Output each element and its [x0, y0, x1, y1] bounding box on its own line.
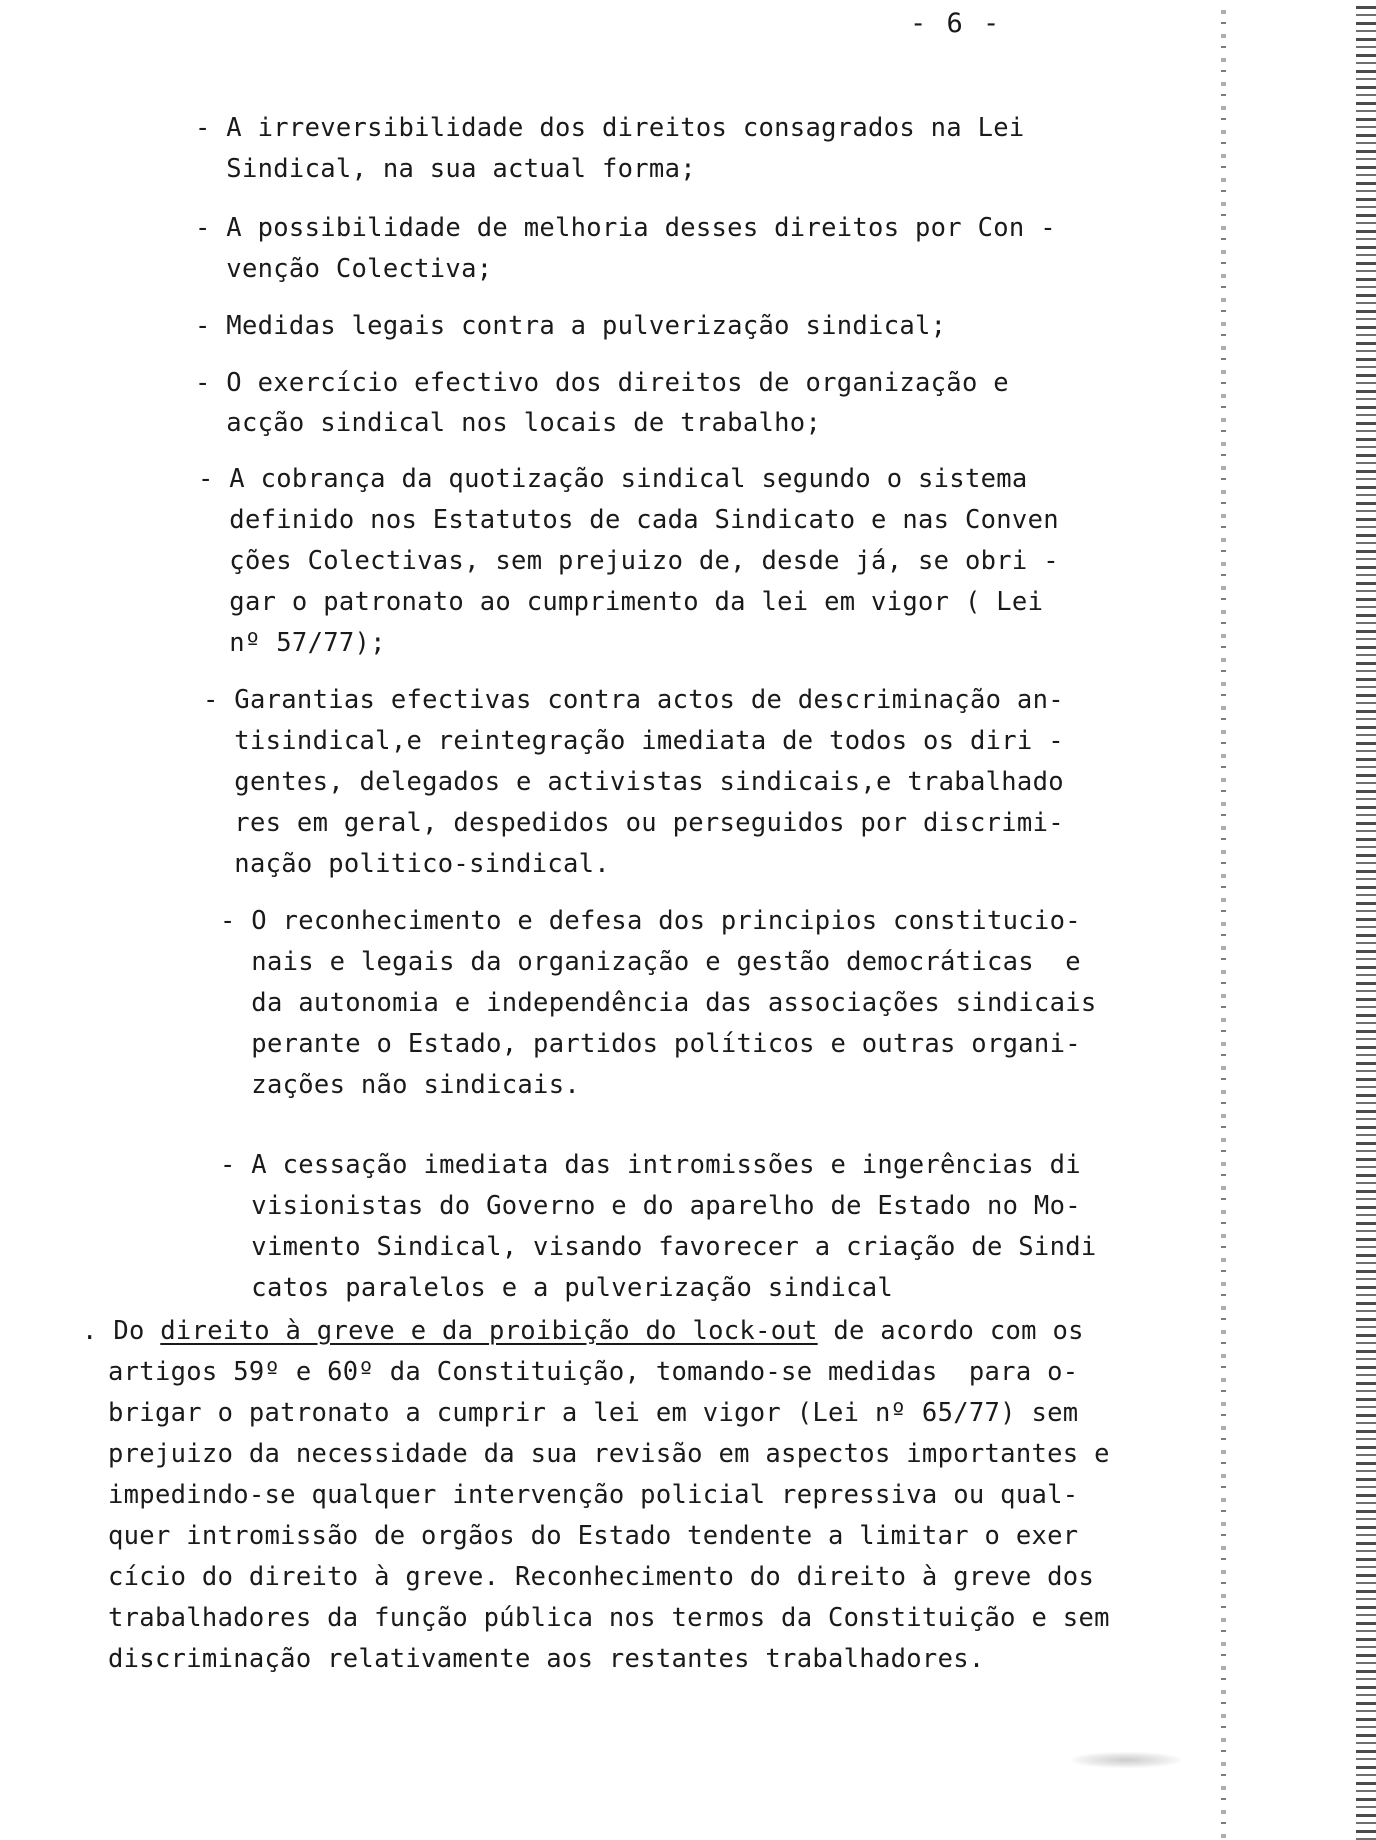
strike-first-rest: de acordo com os — [817, 1316, 1084, 1346]
item-2-line-2: venção Colectiva; — [195, 254, 493, 284]
strike-paragraph-line-7: cício do direito à greve. Reconhecimento do direito à greve dos — [108, 1562, 1095, 1592]
strike-paragraph-line-8: trabalhadores da função pública nos termos da Constituição e sem — [108, 1603, 1110, 1633]
strike-paragraph-line-9: discriminação relativamente aos restantes trabalhadores. — [108, 1644, 985, 1674]
scan-smudge — [1071, 1752, 1181, 1768]
item-8-line-2: visionistas do Governo e do aparelho de Estado no Mo- — [220, 1191, 1081, 1221]
strike-paragraph-line-5: impedindo-se qualquer intervenção policial repressiva ou qual- — [108, 1480, 1079, 1510]
scan-edge-artifact-inner — [1221, 0, 1226, 1840]
scan-edge-artifact — [1356, 0, 1376, 1840]
item-8-line-3: vimento Sindical, visando favorecer a criação de Sindi — [220, 1232, 1097, 1262]
strike-paragraph-line-3: brigar o patronato a cumprir a lei em vigor (Lei nº 65/77) sem — [108, 1398, 1079, 1428]
strike-lead: Do — [113, 1316, 161, 1346]
item-6-line-5: nação politico-sindical. — [203, 849, 610, 879]
item-2-line-1: - A possibilidade de melhoria desses direitos por Con - — [195, 213, 1056, 243]
strike-paragraph-line-6: quer intromissão de orgãos do Estado tendente a limitar o exer — [108, 1521, 1079, 1551]
strike-bullet: . — [82, 1316, 98, 1346]
strike-heading-underlined: direito à greve e da proibição do lock-out — [160, 1316, 818, 1346]
item-5-line-1: - A cobrança da quotização sindical segundo o sistema — [198, 464, 1028, 494]
item-5-line-5: nº 57/77); — [198, 628, 386, 658]
strike-paragraph-line-1 — [82, 1316, 1084, 1346]
item-8-line-4: catos paralelos e a pulverização sindical — [220, 1273, 894, 1303]
item-6-line-4: res em geral, despedidos ou perseguidos por discrimi- — [203, 808, 1064, 838]
item-5-line-4: gar o patronato ao cumprimento da lei em vigor ( Lei — [198, 587, 1044, 617]
item-7-line-5: zações não sindicais. — [220, 1070, 581, 1100]
item-4-line-1: - O exercício efectivo dos direitos de organização e — [195, 368, 1009, 398]
item-5-line-2: definido nos Estatutos de cada Sindicato e nas Conven — [198, 505, 1059, 535]
item-7-line-3: da autonomia e independência das associações sindicais — [220, 988, 1097, 1018]
strike-paragraph-line-2: artigos 59º e 60º da Constituição, tomando-se medidas para o- — [108, 1357, 1079, 1387]
strike-paragraph-line-4: prejuizo da necessidade da sua revisão em aspectos importantes e — [108, 1439, 1110, 1469]
item-6-line-2: tisindical,e reintegração imediata de todos os diri - — [203, 726, 1064, 756]
item-7-line-1: - O reconhecimento e defesa dos principios constitucio- — [220, 906, 1081, 936]
page-number: - 6 - — [910, 8, 1002, 39]
item-3-line-1: - Medidas legais contra a pulverização sindical; — [195, 311, 947, 341]
item-5-line-3: ções Colectivas, sem prejuizo de, desde já, se obri - — [198, 546, 1059, 576]
item-6-line-3: gentes, delegados e activistas sindicais,e trabalhado — [203, 767, 1064, 797]
item-7-line-4: perante o Estado, partidos políticos e outras organi- — [220, 1029, 1081, 1059]
item-6-line-1: - Garantias efectivas contra actos de descriminação an- — [203, 685, 1064, 715]
item-1-line-2: Sindical, na sua actual forma; — [195, 154, 696, 184]
item-7-line-2: nais e legais da organização e gestão democráticas e — [220, 947, 1081, 977]
item-1-line-1: - A irreversibilidade dos direitos consagrados na Lei — [195, 113, 1025, 143]
item-4-line-2: acção sindical nos locais de trabalho; — [195, 408, 822, 438]
item-8-line-1: - A cessação imediata das intromissões e ingerências di — [220, 1150, 1081, 1180]
